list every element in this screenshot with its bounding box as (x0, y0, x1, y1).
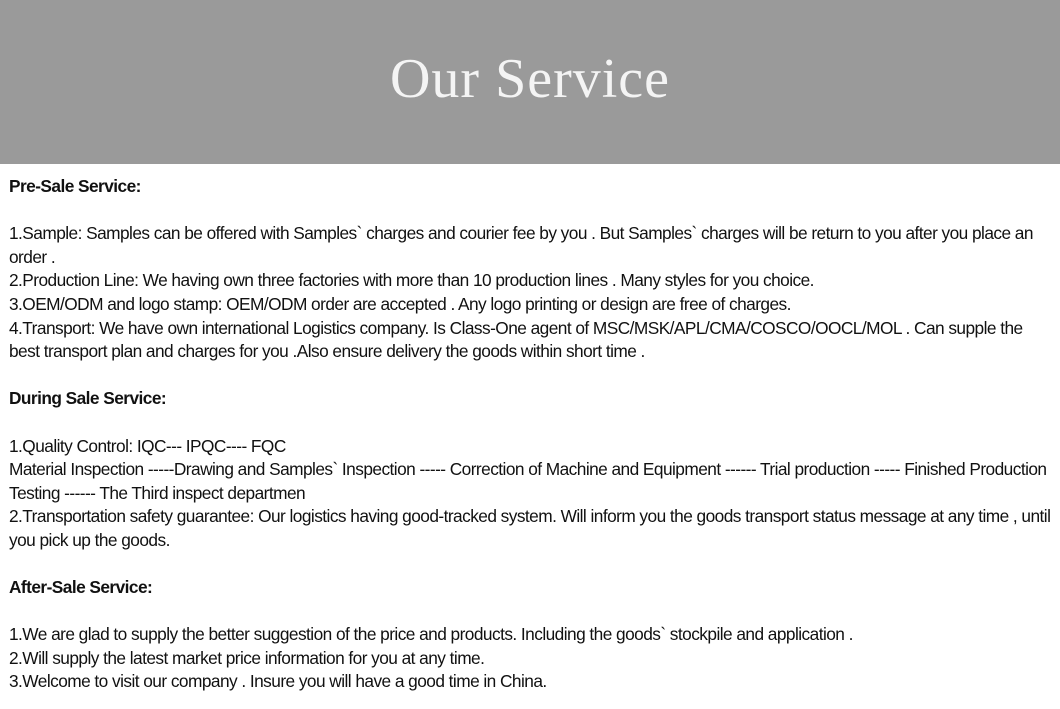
during-sale-item: 1.Quality Control: IQC--- IPQC---- FQC (9, 435, 286, 456)
after-sale-item: 1.We are glad to supply the better suggestion of the price and products. Including the goods` stockpile and application . (9, 624, 853, 645)
during-sale-item: 2.Transportation safety guarantee: Our logistics having good-tracked system. Will inform you the goods transport status message at any time , until you pick up the goods. (9, 506, 1051, 550)
pre-sale-item: 3.OEM/ODM and logo stamp: OEM/ODM order are accepted . Any logo printing or design are free of charges. (9, 293, 791, 314)
during-sale-item: Material Inspection -----Drawing and Samples` Inspection ----- Correction of Machine and Equipment ------ Trial production ----- Finished Production Testing ------ The Third inspect departmen (9, 459, 1047, 503)
pre-sale-item: 2.Production Line: We having own three factories with more than 10 production lines . Many styles for you choice. (9, 270, 814, 291)
during-sale-heading: During Sale Service: (9, 388, 167, 409)
banner-title: Our Service (389, 48, 670, 110)
after-sale-item: 2.Will supply the latest market price information for you at any time. (9, 647, 485, 668)
after-sale-item: 3.Welcome to visit our company . Insure you will have a good time in China. (9, 671, 547, 692)
banner (0, 0, 1060, 164)
pre-sale-item: 4.Transport: We have own international Logistics company. Is Class-One agent of MSC/MSK/APL/CMA/COSCO/OOCL/MOL . Can supple the best transport plan and charges for you .Also ensure delivery the goods within short time . (9, 317, 1023, 362)
pre-sale-heading: Pre-Sale Service: (9, 176, 141, 196)
pre-sale-item: 1.Sample: Samples can be offered with Samples` charges and courier fee by you . But Samples` charges will be return to you after you place an order . (9, 223, 1033, 267)
after-sale-heading: After-Sale Service: (9, 577, 153, 598)
service-content (9, 175, 1057, 694)
